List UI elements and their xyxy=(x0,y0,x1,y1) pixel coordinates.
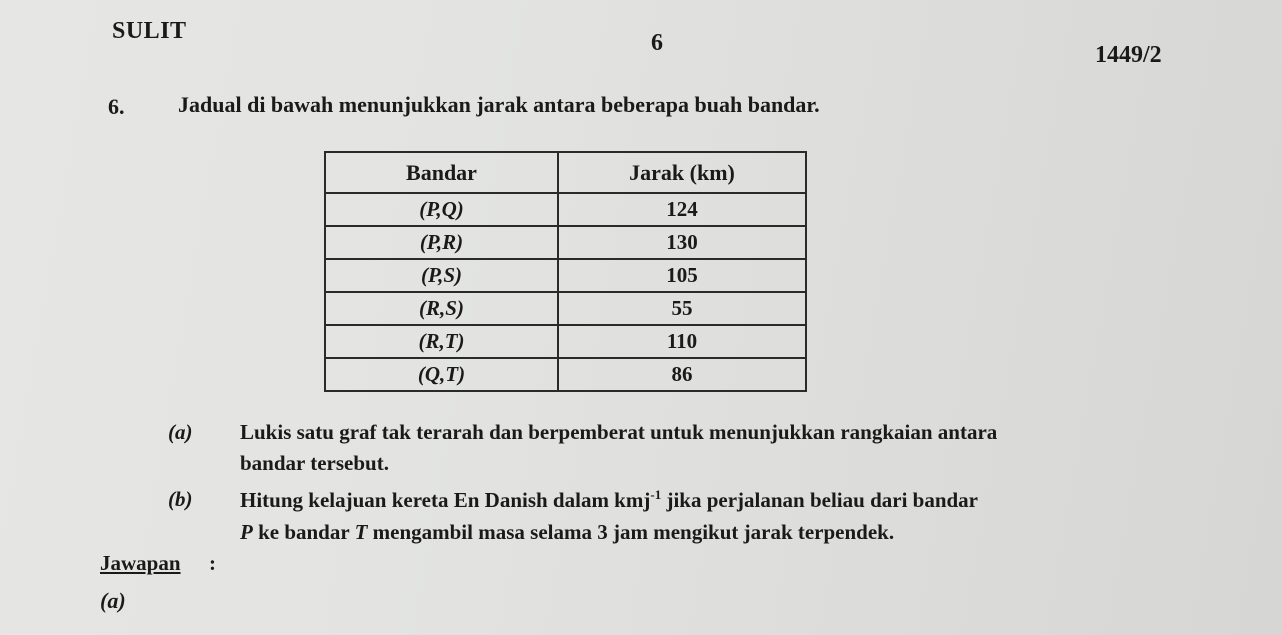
cell-bandar: (P,R) xyxy=(325,226,558,259)
cell-bandar: (R,T) xyxy=(325,325,558,358)
table-header-row xyxy=(325,152,806,193)
part-b-unit-exponent: -1 xyxy=(650,487,662,502)
cell-bandar: (P,Q) xyxy=(325,193,558,226)
part-b-text-line2 xyxy=(240,520,894,545)
cell-jarak: 86 xyxy=(558,358,806,391)
answer-part-a-label: (a) xyxy=(100,588,126,613)
cell-jarak: 110 xyxy=(558,325,806,358)
part-a-label: (a) xyxy=(168,420,193,444)
cell-bandar: (R,S) xyxy=(325,292,558,325)
part-b-label: (b) xyxy=(168,487,193,511)
answer-heading: Jawapan xyxy=(100,551,181,575)
part-a-text-line1: Lukis satu graf tak terarah dan berpemberat untuk menunjukkan rangkaian antara xyxy=(240,420,998,444)
header-bandar: Bandar xyxy=(325,152,558,193)
table-row xyxy=(325,226,806,259)
page-number: 6 xyxy=(651,30,663,56)
table-row xyxy=(325,292,806,325)
var-t: T xyxy=(354,520,368,544)
cell-jarak: 55 xyxy=(558,292,806,325)
part-b-line1-pre: Hitung kelajuan kereta En Danish dalam kmj xyxy=(240,488,651,512)
header-jarak: Jarak (km) xyxy=(558,152,806,193)
table-row xyxy=(325,325,806,358)
cell-bandar: (Q,T) xyxy=(325,358,558,391)
question-number: 6. xyxy=(108,94,125,119)
part-b-line2-mid: ke bandar xyxy=(252,520,355,544)
cell-jarak: 130 xyxy=(558,226,806,259)
part-b-line2-post: mengambil masa selama 3 jam mengikut jarak terpendek. xyxy=(367,520,895,544)
cell-jarak: 124 xyxy=(558,193,806,226)
distance-table xyxy=(324,151,807,392)
var-p: P xyxy=(240,520,253,544)
answer-colon: : xyxy=(209,551,216,575)
part-b-text-line1 xyxy=(240,487,978,513)
part-b-line1-post: jika perjalanan beliau dari bandar xyxy=(661,488,979,512)
cell-bandar: (P,S) xyxy=(325,259,558,292)
part-a-text-line2: bandar tersebut. xyxy=(240,451,389,475)
table-row xyxy=(325,193,806,226)
table-row xyxy=(325,358,806,391)
paper-code: 1449/2 xyxy=(1095,42,1162,68)
cell-jarak: 105 xyxy=(558,259,806,292)
header-sulit: SULIT xyxy=(112,18,187,44)
table-row xyxy=(325,259,806,292)
question-text: Jadual di bawah menunjukkan jarak antara beberapa buah bandar. xyxy=(178,92,820,117)
